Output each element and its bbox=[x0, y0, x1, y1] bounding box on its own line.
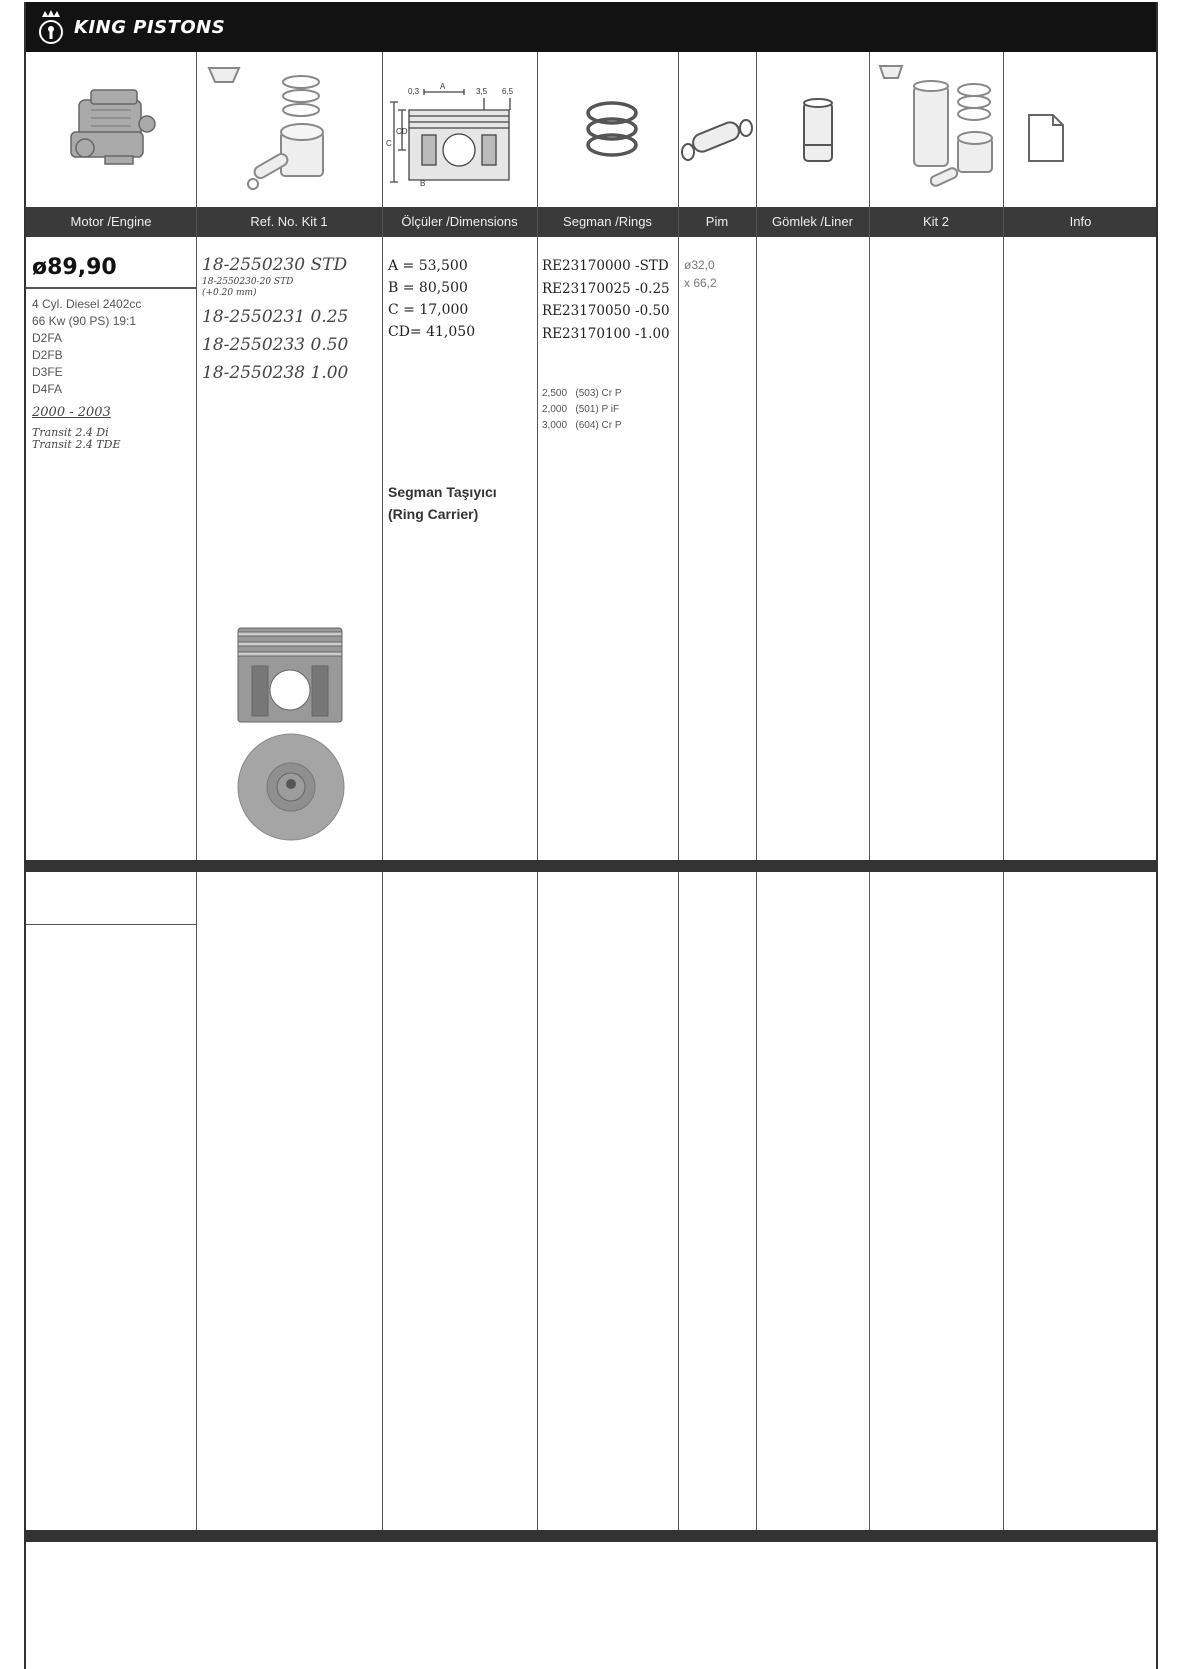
diagram-label-2: 3,5 bbox=[476, 87, 488, 96]
diagram-label-b: B bbox=[420, 179, 426, 188]
ring-spec: 2,000 (501) P iF bbox=[542, 404, 620, 415]
engine-years: 2000 - 2003 bbox=[32, 405, 111, 420]
dimension-a: A = 53,500 bbox=[388, 258, 468, 274]
vehicle-model: Transit 2.4 Di bbox=[32, 426, 109, 439]
info-document-icon bbox=[1026, 112, 1066, 164]
engine-specs bbox=[32, 296, 192, 451]
piston-side-view-image bbox=[234, 624, 346, 726]
col-header-info: Info bbox=[1069, 214, 1092, 229]
ring-carrier-note-en: (Ring Carrier) bbox=[388, 506, 479, 522]
diagram-label-3: 6,5 bbox=[502, 87, 514, 96]
kit1-piston-rings-pin-icon bbox=[201, 60, 391, 200]
col-divider bbox=[678, 52, 679, 1530]
engine-icon bbox=[61, 82, 166, 172]
catalog-sheet bbox=[24, 2, 1158, 1669]
ring-carrier-note bbox=[388, 481, 536, 525]
engine-cell bbox=[32, 255, 192, 280]
ring-spec: 2,500 (503) Cr P bbox=[542, 388, 622, 399]
col-divider bbox=[869, 52, 870, 1530]
ring-carrier-note-tr: Segman Taşıyıcı bbox=[388, 484, 497, 500]
col-header-engine: Motor /Engine bbox=[70, 214, 152, 229]
engine-spec-line: 66 Kw (90 PS) 19:1 bbox=[32, 314, 137, 328]
kit1-refs bbox=[202, 251, 380, 387]
pin-length: x 66,2 bbox=[684, 276, 717, 290]
diagram-label-c: C bbox=[386, 139, 392, 148]
engine-code: D3FE bbox=[32, 365, 63, 379]
piston-dimensions-diagram bbox=[384, 80, 534, 190]
ring-ref: RE23170025 -0.25 bbox=[542, 280, 670, 297]
bore-diameter: ø89,90 bbox=[32, 255, 117, 280]
kit1-ref-oversize: 18-2550231 0.25 bbox=[202, 307, 349, 327]
col-divider bbox=[196, 52, 197, 1530]
col-divider bbox=[1003, 52, 1004, 1530]
col-header-kit2: Kit 2 bbox=[922, 214, 949, 229]
kit1-ref-oversize: 18-2550238 1.00 bbox=[202, 363, 349, 383]
col-divider bbox=[382, 52, 383, 1530]
crown-piston-logo-icon bbox=[34, 8, 68, 46]
piston-rings-icon bbox=[581, 97, 643, 167]
diagram-label-1: 0,3 bbox=[408, 87, 420, 96]
col-header-pin: Pim bbox=[705, 214, 729, 229]
col-header-dimensions: Ölçüler /Dimensions bbox=[401, 214, 518, 229]
section-separator bbox=[26, 860, 1156, 872]
pin-diameter: ø32,0 bbox=[684, 258, 715, 272]
engine-spec-line: 4 Cyl. Diesel 2402cc bbox=[32, 297, 142, 311]
col-header-liner: Gömlek /Liner bbox=[772, 214, 853, 229]
engine-code: D2FB bbox=[32, 348, 63, 362]
piston-top-view-image bbox=[236, 732, 346, 842]
dimension-b: B = 80,500 bbox=[388, 280, 468, 296]
col-header-kit1: Ref. No. Kit 1 bbox=[250, 214, 328, 229]
kit1-ref-oversize: 18-2550233 0.50 bbox=[202, 335, 349, 355]
engine-code: D2FA bbox=[32, 331, 63, 345]
dimension-cd: CD= 41,050 bbox=[388, 324, 476, 340]
ring-spec: 3,000 (604) Cr P bbox=[542, 420, 622, 431]
brand-bar bbox=[26, 2, 1156, 52]
col-header-rings: Segman /Rings bbox=[563, 214, 652, 229]
ring-specs bbox=[542, 386, 678, 434]
ring-ref: RE23170100 -1.00 bbox=[542, 325, 670, 342]
kit1-ref-sub: 18-2550230-20 STD bbox=[202, 277, 294, 287]
engine-code: D4FA bbox=[32, 382, 63, 396]
ring-ref: RE23170050 -0.50 bbox=[542, 303, 670, 319]
brand-logo bbox=[34, 8, 225, 46]
piston-pin-icon bbox=[678, 114, 756, 164]
pin-dimensions bbox=[684, 256, 754, 292]
dimensions-list bbox=[388, 255, 536, 343]
ring-ref: RE23170000 -STD bbox=[542, 258, 669, 274]
lower-engine-box-line bbox=[26, 924, 196, 925]
diagram-label-cd: CD bbox=[396, 127, 408, 136]
kit1-ref-sub-note: (+0.20 mm) bbox=[202, 288, 257, 298]
section-separator bbox=[26, 1530, 1156, 1542]
cylinder-liner-icon bbox=[798, 97, 838, 167]
dimension-c: C = 17,000 bbox=[388, 302, 469, 318]
brand-name: KING PISTONS bbox=[74, 16, 226, 38]
kit1-ref-main: 18-2550230 STD bbox=[202, 255, 348, 275]
col-divider bbox=[537, 52, 538, 1530]
ring-refs bbox=[542, 255, 678, 345]
col-divider bbox=[756, 52, 757, 1530]
vehicle-model: Transit 2.4 TDE bbox=[32, 438, 121, 451]
diagram-label-a: A bbox=[440, 82, 446, 91]
kit2-liner-piston-rings-icon bbox=[874, 60, 999, 200]
bore-underline bbox=[26, 287, 196, 289]
